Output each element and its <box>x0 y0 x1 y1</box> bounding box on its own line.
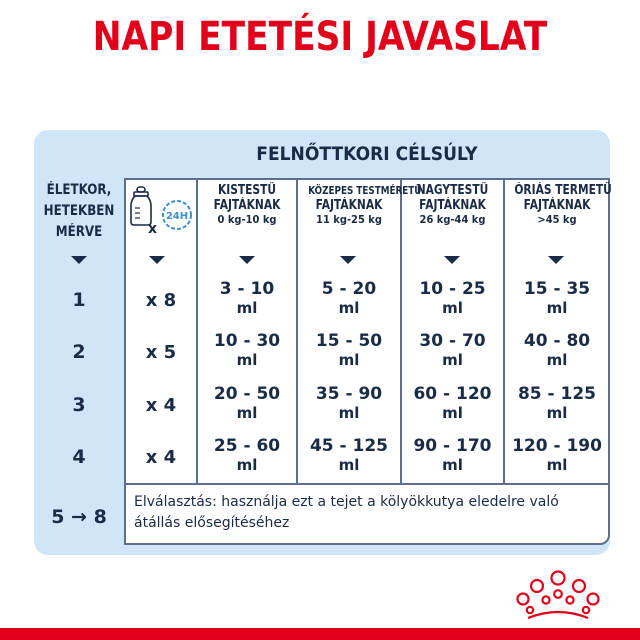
times-icon: x <box>148 221 158 237</box>
age-week-5-8: 5 → 8 <box>51 506 107 528</box>
header-label: FELNŐTTKORI CÉLSÚLY <box>256 143 478 165</box>
down-arrow-icon <box>71 256 87 264</box>
cell-unit: ml <box>546 299 568 317</box>
cell-unit: ml <box>442 404 463 422</box>
cell-unit: ml <box>546 404 568 422</box>
cell-value: 5 - 20 <box>321 279 377 299</box>
frequency-value: x 4 <box>145 395 177 416</box>
table-cell <box>505 280 609 318</box>
down-arrow-icon <box>444 256 460 264</box>
cell-value: 10 - 30 <box>213 331 281 351</box>
col-title: KISTESTŰ <box>217 183 277 198</box>
cell-value: 35 - 90 <box>315 384 383 404</box>
baby-bottle-icon <box>128 186 154 226</box>
table-cell <box>298 437 400 475</box>
table-cell <box>198 280 296 318</box>
frequency-value: x 5 <box>145 342 177 363</box>
cell-value: 30 - 70 <box>419 331 486 351</box>
table-cell <box>402 280 503 318</box>
table-cell <box>505 385 609 423</box>
frequency-value: x 4 <box>145 447 177 468</box>
clock-24h-icon <box>160 198 194 232</box>
cell-unit: ml <box>338 404 360 422</box>
col-title: KÖZEPES TESTMÉRETŰ <box>308 184 422 197</box>
age-week-4: 4 <box>72 446 86 468</box>
col-header-medium <box>298 183 422 227</box>
clock-label: 24H <box>165 211 189 222</box>
age-column-header <box>34 180 124 243</box>
down-arrow-icon <box>239 256 255 264</box>
cell-unit: ml <box>442 351 463 369</box>
cell-value: 120 - 190 <box>512 436 602 456</box>
cell-value: 45 - 125 <box>309 436 389 456</box>
table-cell <box>198 332 296 370</box>
col-range: 26 kg-44 kg <box>419 213 486 226</box>
col-range: >45 kg <box>537 213 577 226</box>
cell-value: 25 - 60 <box>213 436 281 456</box>
age-week-2: 2 <box>72 341 86 363</box>
col-subtitle: FAJTÁKNAK <box>315 198 383 213</box>
col-subtitle: FAJTÁKNAK <box>419 198 486 213</box>
table-cell <box>198 385 296 423</box>
age-week-3: 3 <box>72 394 86 416</box>
page-title: NAPI ETETÉSI JAVASLAT <box>92 14 548 60</box>
table-cell <box>298 280 400 318</box>
col-subtitle: FAJTÁKNAK <box>523 198 591 213</box>
down-arrow-icon <box>149 256 165 264</box>
cell-unit: ml <box>546 351 568 369</box>
weaning-note: Elválasztás: használja ezt a tejet a kölyökkutya eledelre való átállás elősegítéséhez <box>134 494 559 531</box>
cell-unit: ml <box>442 456 463 474</box>
cell-unit: ml <box>442 299 463 317</box>
table-cell <box>298 385 400 423</box>
cell-value: 85 - 125 <box>517 384 597 404</box>
cell-value: 15 - 50 <box>315 331 383 351</box>
frequency-value: x 8 <box>145 290 177 311</box>
age-header-line: MÉRVE <box>55 224 103 240</box>
table-cell <box>402 385 503 423</box>
col-header-small <box>198 183 296 227</box>
col-range: 0 kg-10 kg <box>217 213 277 226</box>
down-arrow-icon <box>340 256 356 264</box>
cell-value: 40 - 80 <box>523 331 591 351</box>
down-arrow-icon <box>548 256 564 264</box>
cell-value: 60 - 120 <box>413 384 492 404</box>
cell-unit: ml <box>236 351 258 369</box>
cell-value: 90 - 170 <box>413 436 492 456</box>
col-title: NAGYTESTŰ <box>416 183 489 198</box>
table-cell <box>505 332 609 370</box>
row-divider <box>124 483 610 485</box>
brand-crown-logo <box>510 566 606 624</box>
cell-unit: ml <box>338 456 360 474</box>
col-header-giant <box>505 183 612 227</box>
cell-value: 15 - 35 <box>523 279 591 299</box>
col-range: 11 kg-25 kg <box>316 213 382 226</box>
table-header <box>124 130 610 178</box>
col-header-large <box>402 183 503 227</box>
cell-value: 10 - 25 <box>419 279 486 299</box>
col-subtitle: FAJTÁKNAK <box>213 198 281 213</box>
age-week-1: 1 <box>72 289 86 311</box>
brand-footer-bar <box>0 628 640 640</box>
cell-unit: ml <box>236 299 258 317</box>
cell-value: 20 - 50 <box>213 384 281 404</box>
table-cell <box>402 437 503 475</box>
cell-unit: ml <box>236 456 258 474</box>
table-cell <box>298 332 400 370</box>
cell-unit: ml <box>546 456 568 474</box>
age-header-line: HETEKBEN <box>43 203 115 219</box>
col-title: ÓRIÁS TERMETŰ <box>514 183 612 198</box>
cell-unit: ml <box>338 299 360 317</box>
table-cell <box>198 437 296 475</box>
table-cell <box>505 437 609 475</box>
cell-unit: ml <box>338 351 360 369</box>
cell-unit: ml <box>236 404 258 422</box>
cell-value: 3 - 10 <box>219 279 275 299</box>
age-header-line: ÉLETKOR, <box>46 182 112 198</box>
table-cell <box>402 332 503 370</box>
